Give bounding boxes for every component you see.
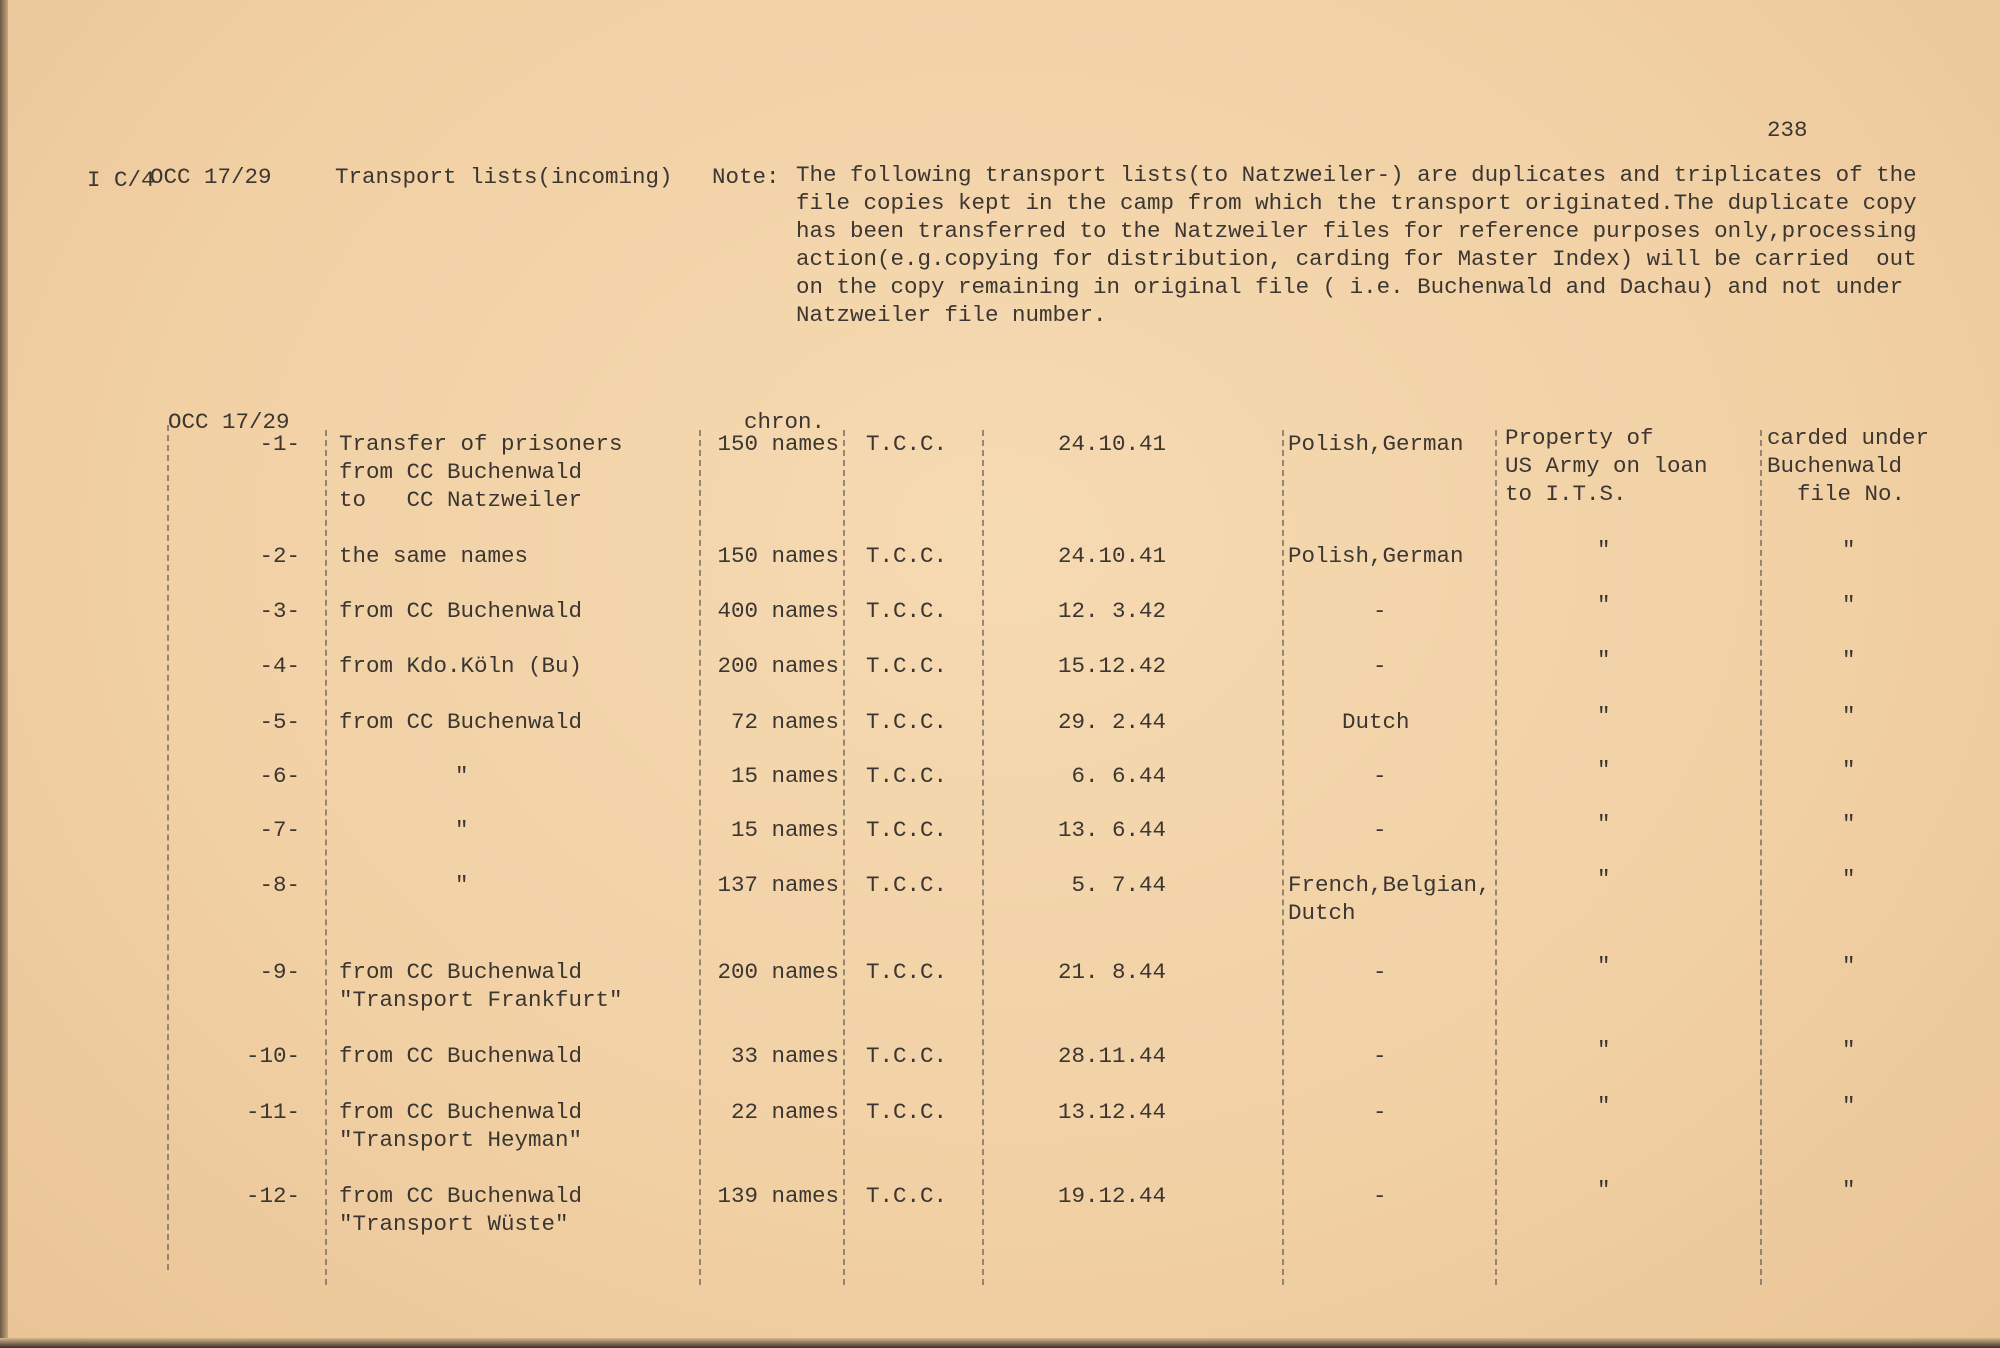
- column-rule: [167, 425, 169, 1270]
- row-count: 200 names: [717, 959, 839, 985]
- row-carded: ": [1842, 866, 1856, 892]
- row-description: from CC Buchenwald: [339, 1099, 583, 1125]
- row-number: -12-: [245, 1183, 300, 1209]
- row-count: 15 names: [730, 763, 839, 789]
- row-carded: ": [1842, 811, 1856, 837]
- row-description: the same names: [339, 543, 529, 569]
- row-number: -5-: [259, 709, 300, 735]
- row-property: Property of: [1505, 425, 1654, 451]
- row-type: T.C.C.: [866, 959, 948, 985]
- row-carded: ": [1842, 647, 1856, 673]
- row-count: 137 names: [717, 872, 839, 898]
- row-type: T.C.C.: [866, 763, 948, 789]
- page-edge-bottom: [0, 1338, 2000, 1348]
- row-carded: ": [1842, 703, 1856, 729]
- row-date: 12. 3.42: [1057, 598, 1166, 624]
- row-property: US Army on loan: [1505, 453, 1708, 479]
- row-count: 150 names: [717, 543, 839, 569]
- row-property: ": [1597, 866, 1611, 892]
- row-description: ": [455, 872, 469, 898]
- row-number: -1-: [259, 431, 300, 457]
- row-language: -: [1373, 817, 1387, 843]
- row-property: ": [1597, 1177, 1611, 1203]
- doc-title: Transport lists(incoming): [335, 164, 673, 190]
- row-language: French,Belgian,: [1288, 872, 1491, 898]
- row-property: ": [1597, 1037, 1611, 1063]
- row-language: Dutch: [1342, 709, 1410, 735]
- row-date: 21. 8.44: [1057, 959, 1166, 985]
- row-language: -: [1373, 763, 1387, 789]
- note-text: [796, 161, 1946, 329]
- count-header: chron.: [744, 409, 826, 435]
- row-language: -: [1373, 1183, 1387, 1209]
- row-description: ": [455, 763, 469, 789]
- doc-code: I C/4: [87, 167, 155, 193]
- row-number: -2-: [259, 543, 300, 569]
- row-date: 15.12.42: [1057, 653, 1166, 679]
- row-carded: ": [1842, 1093, 1856, 1119]
- row-type: T.C.C.: [866, 872, 948, 898]
- row-number: -9-: [259, 959, 300, 985]
- row-description: "Transport Wüste": [339, 1211, 569, 1237]
- row-carded: file No.: [1797, 481, 1906, 507]
- row-language: Dutch: [1288, 900, 1356, 926]
- row-number: -10-: [245, 1043, 300, 1069]
- row-carded: ": [1842, 953, 1856, 979]
- column-rule: [1495, 430, 1497, 1285]
- row-carded: ": [1842, 1177, 1856, 1203]
- column-rule: [1760, 430, 1762, 1285]
- row-date: 13.12.44: [1057, 1099, 1166, 1125]
- row-language: -: [1373, 1099, 1387, 1125]
- row-type: T.C.C.: [866, 1099, 948, 1125]
- row-date: 5. 7.44: [1071, 872, 1166, 898]
- row-description: "Transport Heyman": [339, 1127, 583, 1153]
- row-property: ": [1597, 953, 1611, 979]
- column-rule: [982, 430, 984, 1285]
- row-date: 28.11.44: [1057, 1043, 1166, 1069]
- page-number: 238: [1767, 117, 1808, 143]
- row-type: T.C.C.: [866, 543, 948, 569]
- row-count: 200 names: [717, 653, 839, 679]
- row-date: 6. 6.44: [1071, 763, 1166, 789]
- page-edge: [0, 0, 8, 1348]
- row-language: Polish,German: [1288, 543, 1464, 569]
- row-carded: carded under: [1767, 425, 1930, 451]
- note-line: has been transferred to the Natzweiler files for reference purposes only,processing: [796, 218, 1917, 244]
- row-description: from CC Buchenwald: [339, 459, 583, 485]
- column-rule: [699, 430, 701, 1285]
- note-line: file copies kept in the camp from which the transport originated.The duplicate copy: [796, 190, 1917, 216]
- row-type: T.C.C.: [866, 709, 948, 735]
- row-number: -7-: [259, 817, 300, 843]
- row-type: T.C.C.: [866, 1043, 948, 1069]
- row-date: 19.12.44: [1057, 1183, 1166, 1209]
- row-property: ": [1597, 757, 1611, 783]
- row-description: Transfer of prisoners: [339, 431, 623, 457]
- note-line: Natzweiler file number.: [796, 302, 1107, 328]
- note-line: The following transport lists(to Natzweiler-) are duplicates and triplicates of the: [796, 162, 1917, 188]
- row-description: from CC Buchenwald: [339, 1183, 583, 1209]
- row-type: T.C.C.: [866, 817, 948, 843]
- row-description: ": [455, 817, 469, 843]
- row-carded: ": [1842, 537, 1856, 563]
- row-description: from CC Buchenwald: [339, 959, 583, 985]
- row-type: T.C.C.: [866, 431, 948, 457]
- row-description: from CC Buchenwald: [339, 1043, 583, 1069]
- table-file-number: OCC 17/29: [168, 409, 290, 435]
- row-language: Polish,German: [1288, 431, 1464, 457]
- column-rule: [843, 430, 845, 1285]
- row-property: ": [1597, 647, 1611, 673]
- row-number: -11-: [245, 1099, 300, 1125]
- row-count: 150 names: [717, 431, 839, 457]
- row-property: ": [1597, 811, 1611, 837]
- row-property: ": [1597, 1093, 1611, 1119]
- row-count: 22 names: [730, 1099, 839, 1125]
- row-carded: Buchenwald: [1767, 453, 1903, 479]
- row-type: T.C.C.: [866, 1183, 948, 1209]
- row-count: 72 names: [730, 709, 839, 735]
- row-count: 139 names: [717, 1183, 839, 1209]
- row-number: -4-: [259, 653, 300, 679]
- row-date: 29. 2.44: [1057, 709, 1166, 735]
- note-line: action(e.g.copying for distribution, carding for Master Index) will be carried out: [796, 246, 1917, 272]
- row-count: 400 names: [717, 598, 839, 624]
- row-property: ": [1597, 592, 1611, 618]
- row-type: T.C.C.: [866, 653, 948, 679]
- row-language: -: [1373, 959, 1387, 985]
- row-description: from Kdo.Köln (Bu): [339, 653, 583, 679]
- column-rule: [1282, 430, 1284, 1285]
- row-count: 15 names: [730, 817, 839, 843]
- row-description: from CC Buchenwald: [339, 598, 583, 624]
- row-number: -6-: [259, 763, 300, 789]
- row-property: ": [1597, 703, 1611, 729]
- row-type: T.C.C.: [866, 598, 948, 624]
- row-description: to CC Natzweiler: [339, 487, 583, 513]
- note-line: on the copy remaining in original file ( i.e. Buchenwald and Dachau) and not under: [796, 274, 1904, 300]
- row-date: 13. 6.44: [1057, 817, 1166, 843]
- row-description: from CC Buchenwald: [339, 709, 583, 735]
- row-date: 24.10.41: [1057, 431, 1166, 457]
- row-property: ": [1597, 537, 1611, 563]
- row-carded: ": [1842, 757, 1856, 783]
- file-number: OCC 17/29: [150, 164, 272, 190]
- row-property: to I.T.S.: [1505, 481, 1627, 507]
- row-language: -: [1373, 653, 1387, 679]
- row-description: "Transport Frankfurt": [339, 987, 623, 1013]
- row-language: -: [1373, 598, 1387, 624]
- row-count: 33 names: [730, 1043, 839, 1069]
- row-carded: ": [1842, 1037, 1856, 1063]
- row-carded: ": [1842, 592, 1856, 618]
- row-number: -3-: [259, 598, 300, 624]
- row-number: -8-: [259, 872, 300, 898]
- row-date: 24.10.41: [1057, 543, 1166, 569]
- column-rule: [325, 430, 327, 1285]
- note-label: Note:: [712, 164, 780, 190]
- row-language: -: [1373, 1043, 1387, 1069]
